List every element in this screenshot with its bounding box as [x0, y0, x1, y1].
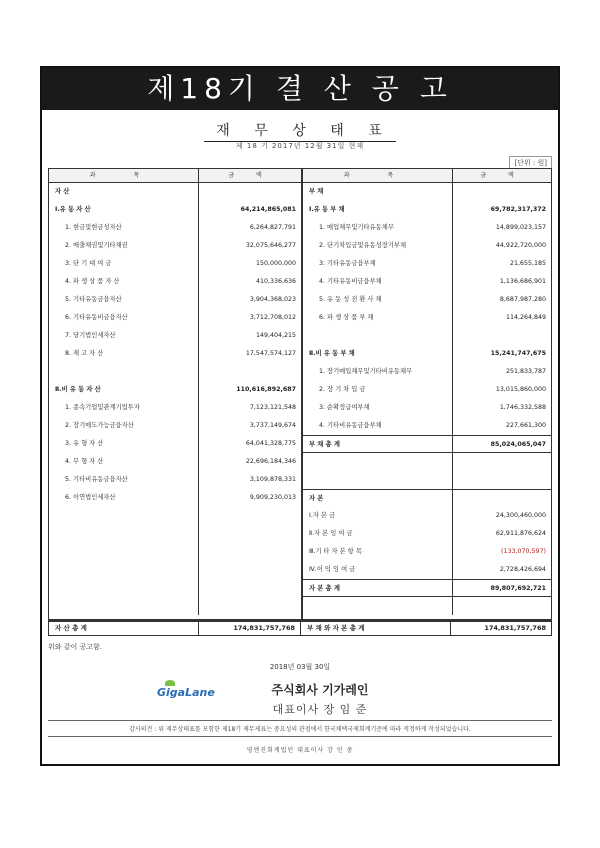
- statement-title-text: 재 무 상 태 표: [204, 123, 395, 142]
- assets-row-amount: 410,336,636: [255, 278, 296, 285]
- assets-row: [49, 525, 301, 543]
- liabilities-row-amount: 8,687,987,280: [499, 296, 546, 303]
- liabilities-row: [303, 561, 551, 579]
- assets-row-amount: [199, 363, 301, 381]
- total-liabilities-equity-amount: 174,831,757,768: [484, 624, 546, 632]
- liabilities-row-amount: 24,300,460,000: [495, 512, 546, 519]
- liabilities-equity-column: [302, 169, 551, 619]
- liabilities-row-label: 6. 파 생 상 품 부 채: [303, 309, 453, 327]
- liabilities-row-label: 5. 유 동 성 전 환 사 채: [303, 291, 453, 309]
- liabilities-row-label: Ⅲ.기 타 자 본 항 목: [303, 543, 453, 561]
- liabilities-row: [303, 381, 551, 399]
- announcement-title: 제18기 결 산 공 고: [42, 68, 558, 110]
- liabilities-row-label: 4. 기타비유동금융부채: [303, 417, 453, 435]
- assets-row: [49, 201, 301, 219]
- assets-row-amount: 3,737,149,674: [249, 422, 296, 429]
- assets-row-label: [49, 363, 199, 381]
- liabilities-row: [303, 309, 551, 327]
- liabilities-row: [303, 219, 551, 237]
- assets-row: [49, 435, 301, 453]
- assets-row-label: 6. 기타유동비금융자산: [49, 309, 199, 327]
- balance-sheet-table: [48, 168, 552, 620]
- assets-header: [49, 169, 301, 183]
- assets-row-amount: [199, 525, 301, 543]
- liabilities-row-amount: 62,911,876,624: [495, 530, 546, 537]
- assets-row-amount: [199, 543, 301, 561]
- assets-row-amount: [199, 183, 301, 201]
- liabilities-row-amount: 251,833,787: [505, 368, 546, 375]
- assets-row: [49, 579, 301, 597]
- liabilities-row: [303, 255, 551, 273]
- liabilities-row: [303, 579, 551, 597]
- liabilities-row: [303, 363, 551, 381]
- liabilities-row: [303, 291, 551, 309]
- assets-row: [49, 291, 301, 309]
- assets-row-amount: [199, 597, 301, 615]
- liabilities-row: [303, 507, 551, 525]
- liabilities-row-label: 4. 기타유동비금융부채: [303, 273, 453, 291]
- assets-row-label: 8. 재 고 자 산: [49, 345, 199, 363]
- liabilities-row-label: 3. 순확정급여부채: [303, 399, 453, 417]
- assets-row-amount: 3,904,368,023: [249, 296, 296, 303]
- audit-firm: 영앤진회계법인 대표이사 강 인 중: [246, 747, 354, 754]
- assets-header-item: 과 목: [49, 169, 199, 182]
- liabilities-row-amount: 89,807,692,721: [490, 585, 546, 592]
- liabilities-row-label: 부 채 총 계: [303, 436, 453, 452]
- liabilities-row: [303, 417, 551, 435]
- liabilities-row-label: [303, 327, 453, 345]
- assets-row-label: [49, 507, 199, 525]
- assets-row-label: 3. 유 형 자 산: [49, 435, 199, 453]
- liabilities-row-label: [303, 597, 453, 615]
- assets-row-label: 7. 당기법인세자산: [49, 327, 199, 345]
- liabilities-row-amount: 14,899,023,157: [495, 224, 546, 231]
- statement-title: [42, 120, 558, 140]
- announcement-frame: [40, 66, 560, 766]
- assets-row-label: [49, 561, 199, 579]
- assets-row: [49, 453, 301, 471]
- liabilities-row: [303, 489, 551, 507]
- total-liabilities-equity-label: 부 채 와 자 본 총 계: [301, 622, 451, 635]
- audit-opinion: 감사의견 : 위 재무상태표를 포함한 제18기 재무제표는 중요성의 관점에서 한국채택국제회계기준에 따라 적정하게 작성되었습니다.: [48, 720, 552, 737]
- assets-row-amount: 7,123,121,548: [249, 404, 296, 411]
- liabilities-row-amount: 1,136,686,901: [499, 278, 546, 285]
- liabilities-row-amount: [453, 183, 551, 201]
- liabilities-row-label: 3. 기타유동금융부채: [303, 255, 453, 273]
- assets-row-label: 1. 현금및현금성자산: [49, 219, 199, 237]
- liabilities-row: [303, 543, 551, 561]
- liabilities-row-label: Ⅰ.유 동 부 채: [303, 201, 453, 219]
- liabilities-row: [303, 327, 551, 345]
- liabilities-row: [303, 471, 551, 489]
- assets-row-amount: [199, 579, 301, 597]
- assets-row-label: 6. 이연법인세자산: [49, 489, 199, 507]
- assets-row-label: 5. 기타비유동금융자산: [49, 471, 199, 489]
- assets-row: [49, 489, 301, 507]
- liabilities-row-label: 부 채: [303, 183, 453, 201]
- assets-row-label: [49, 597, 199, 615]
- assets-row-label: 2. 매출채권및기타채권: [49, 237, 199, 255]
- logo-text: GigaLane: [157, 686, 215, 699]
- liabilities-row-amount: 2,728,426,694: [499, 566, 546, 573]
- liabilities-header-amount: 금 액: [480, 172, 524, 179]
- assets-row-label: 2. 장기매도가능금융자산: [49, 417, 199, 435]
- assets-row-amount: 22,696,184,346: [245, 458, 296, 465]
- liabilities-row: [303, 435, 551, 453]
- liabilities-row: [303, 399, 551, 417]
- assets-row: [49, 255, 301, 273]
- assets-row-amount: [199, 507, 301, 525]
- liabilities-row-label: Ⅳ.이 익 잉 여 금: [303, 561, 453, 579]
- assets-row-amount: 6,264,827,791: [249, 224, 296, 231]
- liabilities-row-amount: (133,070,597): [501, 548, 546, 555]
- assets-row: [49, 399, 301, 417]
- assets-row-label: [49, 543, 199, 561]
- assets-row-amount: 9,909,230,013: [249, 494, 296, 501]
- assets-row-label: 3. 단 기 대 여 금: [49, 255, 199, 273]
- unit-label: [단위 : 원]: [509, 156, 552, 170]
- issue-date: 2018년 03월 30일: [269, 663, 331, 671]
- ceo-name: 대표이사 장 임 준: [272, 703, 368, 716]
- liabilities-row-amount: [453, 327, 551, 345]
- assets-row-label: 자 산: [49, 183, 199, 201]
- liabilities-row-label: 1. 매입채무및기타유동채무: [303, 219, 453, 237]
- assets-row: [49, 219, 301, 237]
- assets-row-amount: 3,712,708,012: [249, 314, 296, 321]
- liabilities-row-label: Ⅰ.자 본 금: [303, 507, 453, 525]
- liabilities-row-amount: 114,264,849: [505, 314, 546, 321]
- liabilities-row-label: 자 본 총 계: [303, 580, 453, 596]
- statement-date: 제 18 기 2017년 12월 31일 현재: [235, 142, 365, 150]
- liabilities-row-amount: 69,782,317,372: [490, 206, 546, 213]
- liabilities-row: [303, 273, 551, 291]
- assets-row: [49, 327, 301, 345]
- liabilities-rows: [303, 183, 551, 615]
- liabilities-row-amount: [453, 453, 551, 471]
- liabilities-row-amount: 85,024,065,047: [490, 441, 546, 448]
- total-assets: [49, 622, 301, 635]
- assets-row: [49, 507, 301, 525]
- liabilities-row-amount: 15,241,747,675: [490, 350, 546, 357]
- assets-column: [49, 169, 301, 619]
- assets-row-label: 1. 종속기업및관계기업투자: [49, 399, 199, 417]
- liabilities-row-label: 2. 단기차입금및유동성장기부채: [303, 237, 453, 255]
- total-assets-label: 자 산 총 계: [49, 622, 199, 635]
- assets-rows: [49, 183, 301, 615]
- assets-row-label: 4. 파 생 상 품 자 산: [49, 273, 199, 291]
- liabilities-row-amount: 1,746,332,588: [499, 404, 546, 411]
- assets-row-amount: 32,075,646,277: [245, 242, 296, 249]
- liabilities-row-amount: 21,655,185: [509, 260, 546, 267]
- liabilities-row: [303, 453, 551, 471]
- assets-row-label: [49, 525, 199, 543]
- assets-row-label: [49, 579, 199, 597]
- liabilities-row-amount: [453, 471, 551, 489]
- company-name: 주식회사 기가레인: [271, 683, 369, 697]
- assets-row: [49, 471, 301, 489]
- assets-row-amount: 17,547,574,127: [245, 350, 296, 357]
- liabilities-row-amount: 44,922,720,000: [495, 242, 546, 249]
- assets-row-label: Ⅱ.비 유 동 자 산: [49, 381, 199, 399]
- liabilities-row-amount: 13,015,860,000: [495, 386, 546, 393]
- liabilities-row-label: 1. 장기매입채무및기타비유동채무: [303, 363, 453, 381]
- liabilities-row-amount: 227,661,300: [505, 422, 546, 429]
- assets-row-amount: 3,109,878,331: [249, 476, 296, 483]
- liabilities-row: [303, 237, 551, 255]
- assets-header-amount: 금 액: [228, 172, 272, 179]
- assets-row: [49, 363, 301, 381]
- assets-row-amount: 110,616,892,687: [236, 386, 296, 393]
- assets-row-amount: 150,000,000: [255, 260, 296, 267]
- liabilities-row-label: 자 본: [303, 490, 453, 507]
- assets-row-label: Ⅰ.유 동 자 산: [49, 201, 199, 219]
- liabilities-row-label: Ⅱ.자 본 잉 여 금: [303, 525, 453, 543]
- assets-row: [49, 543, 301, 561]
- total-liabilities-equity: [301, 622, 551, 635]
- assets-row: [49, 237, 301, 255]
- liabilities-row: [303, 525, 551, 543]
- assets-row: [49, 381, 301, 399]
- liabilities-row-label: Ⅱ.비 유 동 부 채: [303, 345, 453, 363]
- assets-row-amount: 64,041,328,775: [245, 440, 296, 447]
- liabilities-row-label: [303, 453, 453, 471]
- assets-row: [49, 417, 301, 435]
- assets-row: [49, 183, 301, 201]
- assets-row: [49, 561, 301, 579]
- assets-row: [49, 597, 301, 615]
- liabilities-row: [303, 597, 551, 615]
- liabilities-row-label: 2. 장 기 차 입 금: [303, 381, 453, 399]
- liabilities-row-label: [303, 471, 453, 489]
- assets-row-label: 4. 무 형 자 산: [49, 453, 199, 471]
- liabilities-row-amount: [453, 597, 551, 615]
- liabilities-row-amount: [453, 490, 551, 507]
- liabilities-header-item: 과 목: [303, 169, 453, 182]
- assets-row-label: 5. 기타유동금융자산: [49, 291, 199, 309]
- assets-row-amount: 64,214,865,081: [240, 206, 296, 213]
- assets-row-amount: [199, 561, 301, 579]
- assets-row: [49, 345, 301, 363]
- assets-row-amount: 149,404,215: [255, 332, 296, 339]
- assets-row: [49, 273, 301, 291]
- totals-row: [48, 620, 552, 636]
- liabilities-row: [303, 201, 551, 219]
- liabilities-row: [303, 183, 551, 201]
- liabilities-row: [303, 345, 551, 363]
- total-assets-amount: 174,831,757,768: [233, 624, 295, 632]
- announcement-note: 위와 같이 공고함.: [48, 643, 103, 651]
- assets-row: [49, 309, 301, 327]
- liabilities-header: [303, 169, 551, 183]
